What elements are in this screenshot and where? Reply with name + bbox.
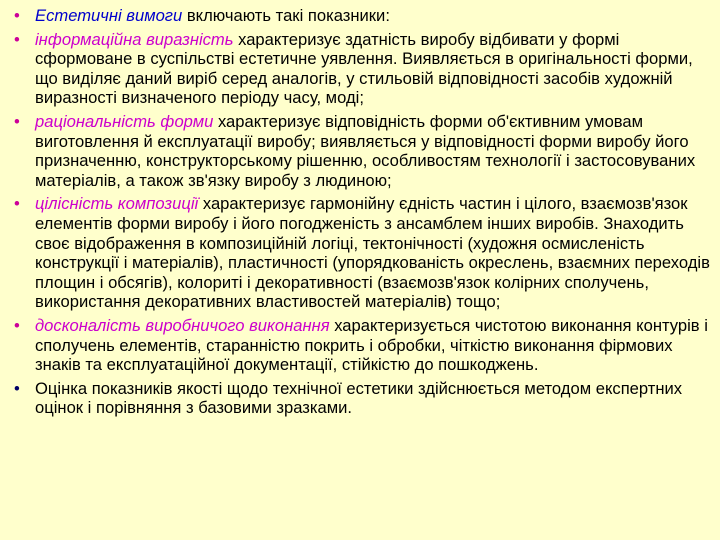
term-aesthetic-requirements: Естетичні вимоги [35,6,183,25]
bullet-dot: • [14,315,20,335]
list-item [14,6,714,26]
bullet-dot: • [14,194,20,214]
item-text: характеризує гармонійну єдність частин і цілого, взаємозв'язок елементів форми виробу і його погодженість з ансамблем інших виробів. Знаходить своє відображення в композиційній логіці, тектонічності (художня осмисленість конструкції і матеріалів), пластичності (упорядкованість окреслень, взаємних переходів площин і обсягів), колориті і декоративності (взаємозв'язок колірних сполучень, використання декоративних властивостей матеріалів) тощо; [35,194,710,312]
bullet-dot: • [14,378,20,398]
term-information-expressiveness: інформаційна виразність [35,29,234,49]
term-production-perfection: досконалість виробничого виконання [35,315,330,335]
list-item [14,112,714,190]
term-composition-integrity: цілісність композиції [35,194,199,214]
item-text: включають такі показники: [182,6,390,25]
list-item [14,30,714,108]
list-item [14,316,714,375]
item-text: Оцінка показників якості щодо технічної естетики здійснюється методом експертних оцінок і порівняння з базовими зразками. [35,378,683,418]
item-text: характеризується чистотою виконання контурів і сполучень елементів, старанністю покрить і обробки, чіткістю виконання фірмових знаків та експлуатаційної документації, стійкістю до пошкоджень. [35,315,708,375]
item-text: характеризує відповідність форми об'єктивним умовам виготовлення й експлуатації виробу; виявляється у відповідності форми виробу його призначенню, конструкторському рішенню, особливостям технології і застосовуваних матеріалів, а також зв'язку виробу з людиною; [35,111,696,190]
bullet-list [14,6,714,422]
list-item [14,379,714,418]
bullet-dot: • [14,111,20,131]
list-item [14,194,714,312]
term-rational-form: раціональність форми [35,111,214,131]
item-text: характеризує здатність виробу відбивати у формі сформоване в суспільстві естетичне уявлення. Виявляється в оригінальності форми, що виділяє даний виріб серед аналогів, у стильовій відповідності засобів художній виразності визначеного періоду часу, моді; [35,29,693,108]
bullet-dot: • [14,29,20,49]
bullet-dot: • [14,6,20,25]
